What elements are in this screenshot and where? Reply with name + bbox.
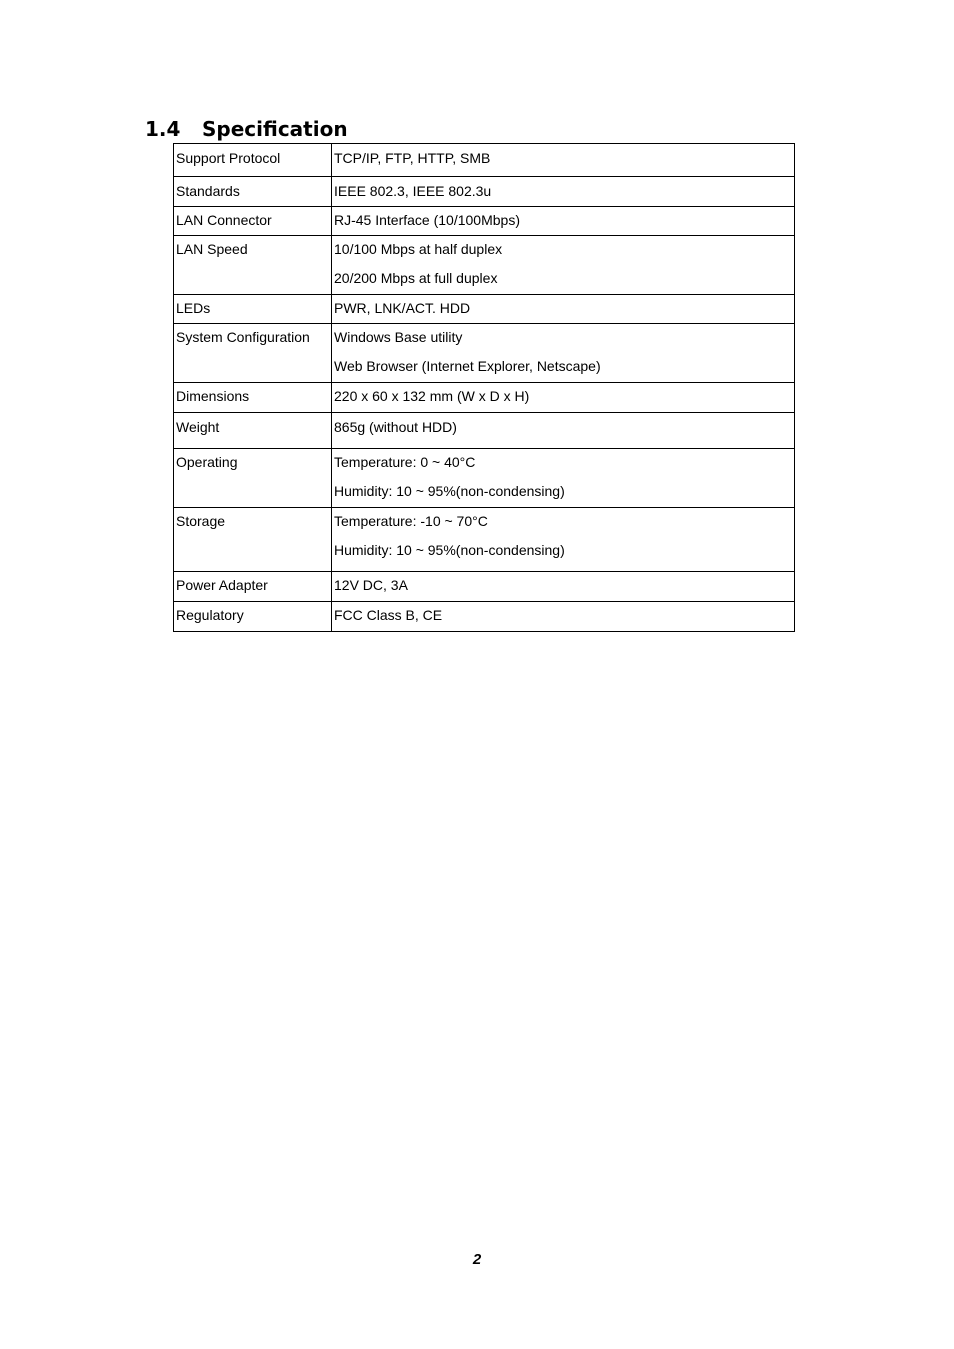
section-title: Specification (202, 117, 348, 141)
spec-value: Humidity: 10 ~ 95%(non-condensing) (334, 542, 565, 558)
spec-value-cell (332, 572, 795, 602)
spec-value-cell (332, 207, 795, 236)
table-row (174, 602, 795, 632)
spec-label: Operating (176, 454, 238, 470)
spec-label: Weight (176, 419, 220, 435)
section-number: 1.4 (145, 117, 181, 141)
spec-label: Dimensions (176, 388, 250, 404)
spec-label: LAN Connector (176, 212, 272, 228)
spec-value-cell (332, 449, 795, 508)
spec-value: Humidity: 10 ~ 95%(non-condensing) (334, 483, 565, 499)
spec-value: Temperature: -10 ~ 70°C (334, 513, 488, 529)
spec-label: Storage (176, 513, 226, 529)
table-row (174, 508, 795, 572)
spec-label: Power Adapter (176, 577, 268, 593)
spec-value-cell (332, 413, 795, 449)
spec-label: System Configuration (176, 329, 310, 345)
table-row (174, 413, 795, 449)
spec-label-cell (174, 508, 332, 572)
table-row (174, 383, 795, 413)
spec-label-cell (174, 413, 332, 449)
spec-value: 12V DC, 3A (334, 577, 408, 593)
table-row (174, 295, 795, 324)
spec-value: FCC Class B, CE (334, 607, 443, 623)
spec-value: 10/100 Mbps at half duplex (334, 241, 503, 257)
spec-value: 20/200 Mbps at full duplex (334, 270, 498, 286)
spec-value: Web Browser (Internet Explorer, Netscape) (334, 358, 601, 374)
spec-label-cell (174, 236, 332, 295)
spec-label: Standards (176, 183, 240, 199)
spec-value: 220 x 60 x 132 mm (W x D x H) (334, 388, 530, 404)
table-row (174, 449, 795, 508)
specification-table (173, 143, 795, 632)
spec-value-cell (332, 177, 795, 207)
spec-label: Support Protocol (176, 150, 281, 166)
spec-label-cell (174, 449, 332, 508)
table-row (174, 177, 795, 207)
spec-label-cell (174, 144, 332, 177)
spec-value: PWR, LNK/ACT. HDD (334, 300, 471, 316)
table-row (174, 207, 795, 236)
page-number: 2 (472, 1251, 482, 1268)
spec-value: TCP/IP, FTP, HTTP, SMB (334, 150, 491, 166)
table-row (174, 144, 795, 177)
spec-label-cell (174, 295, 332, 324)
spec-value: Temperature: 0 ~ 40°C (334, 454, 476, 470)
spec-value-cell (332, 144, 795, 177)
spec-value-cell (332, 383, 795, 413)
table-row (174, 572, 795, 602)
spec-value: Windows Base utility (334, 329, 463, 345)
spec-label-cell (174, 324, 332, 383)
spec-value-cell (332, 295, 795, 324)
spec-value: RJ-45 Interface (10/100Mbps) (334, 212, 520, 228)
spec-value-cell (332, 236, 795, 295)
spec-label: LEDs (176, 300, 211, 316)
spec-value-cell (332, 602, 795, 632)
spec-value-cell (332, 508, 795, 572)
spec-value: 865g (without HDD) (334, 419, 457, 435)
table-row (174, 236, 795, 295)
spec-label-cell (174, 602, 332, 632)
spec-label: LAN Speed (176, 241, 248, 257)
spec-label-cell (174, 177, 332, 207)
spec-label-cell (174, 383, 332, 413)
spec-label-cell (174, 207, 332, 236)
spec-value-cell (332, 324, 795, 383)
spec-label: Regulatory (176, 607, 244, 623)
table-row (174, 324, 795, 383)
spec-label-cell (174, 572, 332, 602)
section-heading (145, 117, 348, 141)
spec-value: IEEE 802.3, IEEE 802.3u (334, 183, 492, 199)
